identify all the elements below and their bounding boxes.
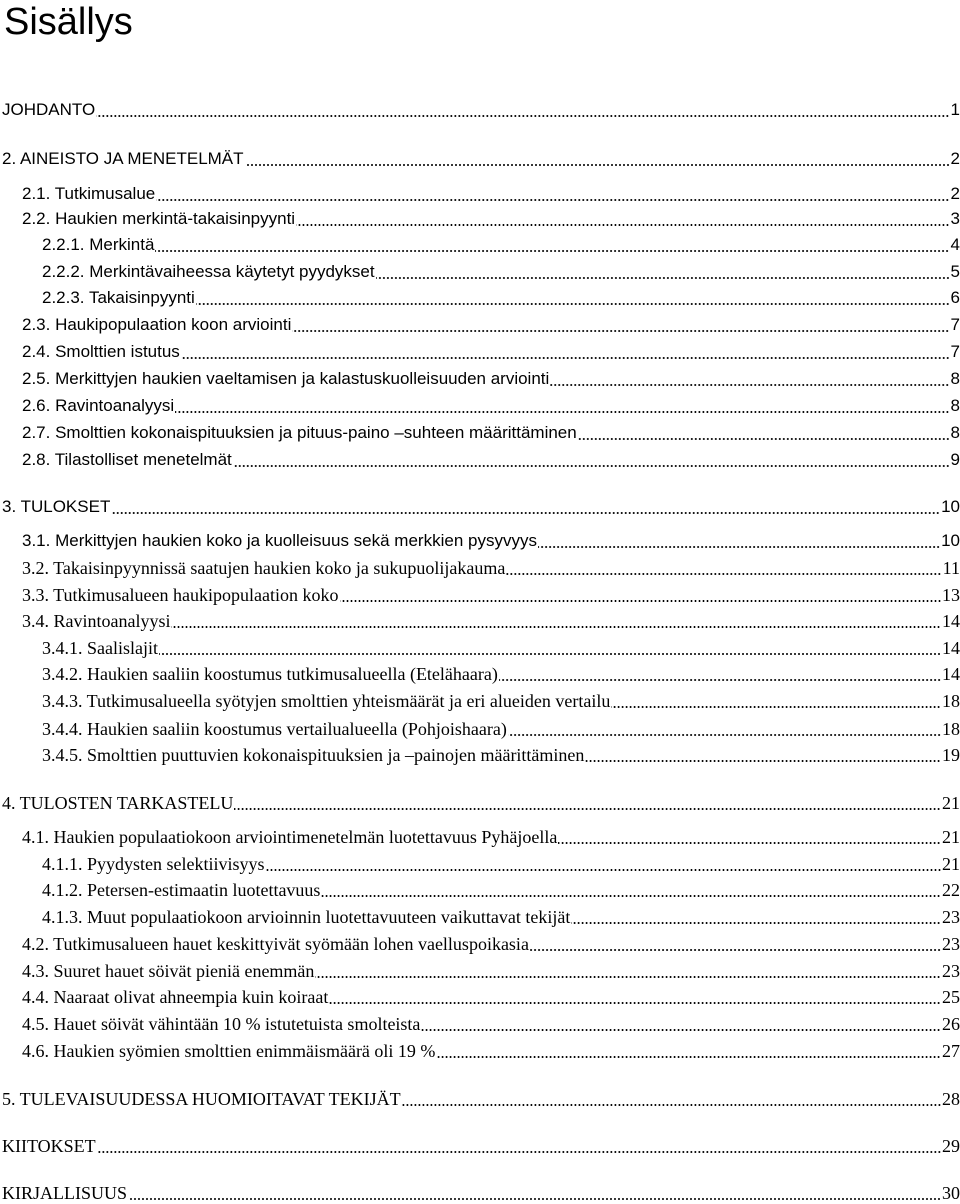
toc-entry-page: 2 — [950, 184, 960, 203]
toc-entry-title: 2.6. Ravintoanalyysi — [22, 396, 175, 415]
toc-entry-title: 4.1.1. Pyydysten selektiivisyys — [42, 854, 265, 874]
dot-leader — [159, 653, 941, 655]
toc-entry[interactable] — [42, 232, 960, 256]
toc-entry-title: 4.6. Haukien syömien smolttien enimmäismäärä oli 19 % — [22, 1041, 436, 1061]
toc-entry-page: 8 — [950, 423, 960, 442]
toc-entry-page: 25 — [942, 987, 960, 1007]
toc-entry-title: 3.4.4. Haukien saaliin koostumus vertailualueella (Pohjoishaara) — [42, 719, 507, 739]
toc-entry[interactable] — [42, 877, 960, 901]
toc-entry-title: KIITOKSET — [2, 1136, 96, 1156]
dot-leader — [558, 842, 941, 844]
toc-entry-page: 19 — [942, 745, 960, 765]
toc-entry-page: 23 — [942, 961, 960, 981]
toc-entry[interactable] — [2, 494, 960, 518]
toc-entry[interactable] — [22, 931, 960, 955]
toc-entry-title: 2.2.1. Merkintä — [42, 235, 155, 254]
dot-leader — [128, 1198, 941, 1200]
toc-entry[interactable] — [42, 904, 960, 928]
dot-leader — [421, 1029, 941, 1031]
toc-entry-title: 4.2. Tutkimusalueen hauet keskittyivät syömään lohen vaelluspoikasia — [22, 934, 529, 954]
toc-entry[interactable] — [22, 984, 960, 1008]
toc-entry-page: 8 — [950, 396, 960, 415]
toc-entry-page: 18 — [942, 691, 960, 711]
dot-leader — [155, 250, 949, 252]
toc-entry-title: 4.1. Haukien populaatiokoon arviointimenetelmän luotettavuus Pyhäjoella — [22, 827, 558, 847]
toc-entry-page: 8 — [950, 369, 960, 388]
toc-entry-page: 30 — [942, 1183, 960, 1203]
toc-entry-page: 28 — [942, 1089, 960, 1109]
toc-entry-title: 5. TULEVAISUUDESSA HUOMIOITAVAT TEKIJÄT — [2, 1089, 401, 1109]
dot-leader — [329, 1002, 941, 1004]
toc-entry-title: 2. AINEISTO JA MENETELMÄT — [2, 149, 244, 168]
toc-entry-title: 3.3. Tutkimusalueen haukipopulaation koko — [22, 585, 339, 605]
dot-leader — [376, 277, 950, 279]
toc-entry[interactable] — [22, 339, 960, 363]
toc-entry-title: 3.2. Takaisinpyynnissä saatujen haukien koko ja sukupuolijakauma — [22, 558, 506, 578]
toc-entry-title: 4.1.2. Petersen-estimaatin luotettavuus — [42, 880, 321, 900]
dot-leader — [538, 546, 940, 548]
toc-entry[interactable] — [22, 181, 960, 205]
toc-entry-title: 2.3. Haukipopulaation koon arviointi — [22, 315, 292, 334]
toc-entry[interactable] — [22, 312, 960, 336]
toc-entry[interactable] — [42, 259, 960, 283]
toc-entry-page: 14 — [942, 611, 960, 631]
toc-entry-page: 23 — [942, 934, 960, 954]
toc-entry-page: 10 — [941, 497, 960, 516]
toc-entry-title: 4.4. Naaraat olivat ahneempia kuin koiraat — [22, 987, 329, 1007]
dot-leader — [292, 330, 949, 332]
toc-entry-page: 4 — [950, 235, 960, 254]
dot-leader — [315, 976, 941, 978]
dot-leader — [436, 1056, 941, 1058]
toc-entry[interactable] — [22, 447, 960, 471]
dot-leader — [111, 512, 940, 514]
toc-entry[interactable] — [42, 285, 960, 309]
toc-entry-title: 2.4. Smolttien istutus — [22, 342, 180, 361]
toc-entry-title: 3.1. Merkittyjen haukien koko ja kuolleisuus sekä merkkien pysyvyys — [22, 531, 537, 550]
toc-entry-page: 26 — [942, 1014, 960, 1034]
toc-entry[interactable] — [42, 851, 960, 875]
toc-entry-title: 4.1.3. Muut populaatiokoon arvioinnin luotettavuuteen vaikuttavat tekijät — [42, 907, 571, 927]
toc-entry[interactable] — [42, 716, 960, 740]
dot-leader — [578, 438, 950, 440]
toc-entry[interactable] — [22, 393, 960, 417]
dot-leader — [296, 224, 949, 226]
dot-leader — [181, 357, 950, 359]
toc-entry[interactable] — [2, 1086, 960, 1110]
dot-leader — [550, 384, 949, 386]
toc-entry-page: 3 — [950, 209, 960, 228]
toc-entry-page: 1 — [950, 100, 960, 119]
dot-leader — [340, 600, 942, 602]
toc-entry-title: JOHDANTO — [2, 100, 96, 119]
toc-entry[interactable] — [2, 790, 960, 814]
dot-leader — [402, 1104, 941, 1106]
toc-entry-title: 3. TULOKSET — [2, 497, 111, 516]
dot-leader — [96, 115, 949, 117]
toc-entry-title: 2.5. Merkittyjen haukien vaeltamisen ja kalastuskuolleisuuden arviointi — [22, 369, 550, 388]
toc-entry[interactable] — [2, 1133, 960, 1157]
toc-entry-page: 2 — [950, 149, 960, 168]
toc-entry-title: 4.3. Suuret hauet söivät pieniä enemmän — [22, 961, 315, 981]
toc-entry-page: 9 — [950, 450, 960, 469]
toc-entry-title: KIRJALLISUUS — [2, 1183, 128, 1203]
toc-entry-page: 14 — [942, 664, 960, 684]
toc-entry-page: 29 — [942, 1136, 960, 1156]
dot-leader — [321, 895, 941, 897]
toc-entry[interactable] — [2, 146, 960, 170]
toc-entry-page: 27 — [942, 1041, 960, 1061]
toc-entry[interactable] — [22, 1038, 960, 1062]
toc-entry-page: 22 — [942, 880, 960, 900]
page-title: Sisällys — [4, 1, 133, 43]
toc-entry[interactable] — [22, 420, 960, 444]
toc-entry[interactable] — [22, 958, 960, 982]
toc-entry-title: 2.1. Tutkimusalue — [22, 184, 156, 203]
dot-leader — [233, 465, 950, 467]
toc-entry-title: 4.5. Hauet söivät vähintään 10 % istutetuista smolteista — [22, 1014, 421, 1034]
toc-entry[interactable] — [22, 206, 960, 230]
toc-entry-page: 6 — [950, 288, 960, 307]
toc-entry[interactable] — [22, 582, 960, 606]
toc-entry[interactable] — [22, 528, 960, 552]
toc-entry-title: 3.4.2. Haukien saaliin koostumus tutkimusalueella (Etelähaara) — [42, 664, 498, 684]
dot-leader — [266, 869, 941, 871]
toc-entry-title: 2.2. Haukien merkintä-takaisinpyynti — [22, 209, 296, 228]
toc-entry[interactable] — [22, 824, 960, 848]
toc-entry-page: 23 — [942, 907, 960, 927]
toc-entry[interactable] — [2, 97, 960, 121]
toc-entry[interactable] — [22, 366, 960, 390]
toc-entry-page: 7 — [950, 315, 960, 334]
toc-entry-title: 2.2.2. Merkintävaiheessa käytetyt pyydykset — [42, 262, 375, 281]
dot-leader — [508, 734, 941, 736]
dot-leader — [175, 411, 949, 413]
dot-leader — [245, 164, 950, 166]
toc-entry-page: 7 — [950, 342, 960, 361]
toc-entry-page: 10 — [941, 531, 960, 550]
toc-entry-page: 21 — [942, 854, 960, 874]
toc-entry[interactable] — [22, 555, 960, 579]
dot-leader — [506, 573, 941, 575]
dot-leader — [156, 199, 949, 201]
toc-entry-page: 21 — [942, 827, 960, 847]
toc-entry[interactable] — [42, 742, 960, 766]
toc-entry-title: 2.8. Tilastolliset menetelmät — [22, 450, 232, 469]
dot-leader — [171, 626, 941, 628]
toc-entry[interactable] — [2, 1180, 960, 1204]
dot-leader — [97, 1151, 941, 1153]
dot-leader — [611, 706, 941, 708]
dot-leader — [499, 679, 941, 681]
toc-entry-page: 11 — [942, 558, 960, 578]
toc-entry[interactable] — [42, 635, 960, 659]
toc-entry-page: 14 — [942, 638, 960, 658]
toc-entry-title: 3.4. Ravintoanalyysi — [22, 611, 171, 631]
toc-entry[interactable] — [42, 661, 960, 685]
toc-entry-title: 2.2.3. Takaisinpyynti — [42, 288, 195, 307]
toc-entry-title: 3.4.5. Smolttien puuttuvien kokonaispituuksien ja –painojen määrittäminen — [42, 745, 585, 765]
toc-entry-page: 5 — [950, 262, 960, 281]
dot-leader — [196, 303, 950, 305]
toc-entry[interactable] — [22, 608, 960, 632]
dot-leader — [530, 949, 941, 951]
toc-entry-title: 3.4.3. Tutkimusalueella syötyjen smolttien yhteismäärät ja eri alueiden vertailu — [42, 691, 611, 711]
dot-leader — [571, 922, 941, 924]
toc-entry[interactable] — [22, 1011, 960, 1035]
toc-entry[interactable] — [42, 688, 960, 712]
toc-entry-title: 3.4.1. Saalislajit — [42, 638, 158, 658]
dot-leader — [585, 760, 941, 762]
toc-entry-page: 18 — [942, 719, 960, 739]
toc-entry-page: 21 — [942, 793, 960, 813]
dot-leader — [234, 808, 941, 810]
toc-entry-title: 4. TULOSTEN TARKASTELU — [2, 793, 234, 813]
toc-entry-title: 2.7. Smolttien kokonaispituuksien ja pituus-paino –suhteen määrittäminen — [22, 423, 577, 442]
toc-entry-page: 13 — [942, 585, 960, 605]
